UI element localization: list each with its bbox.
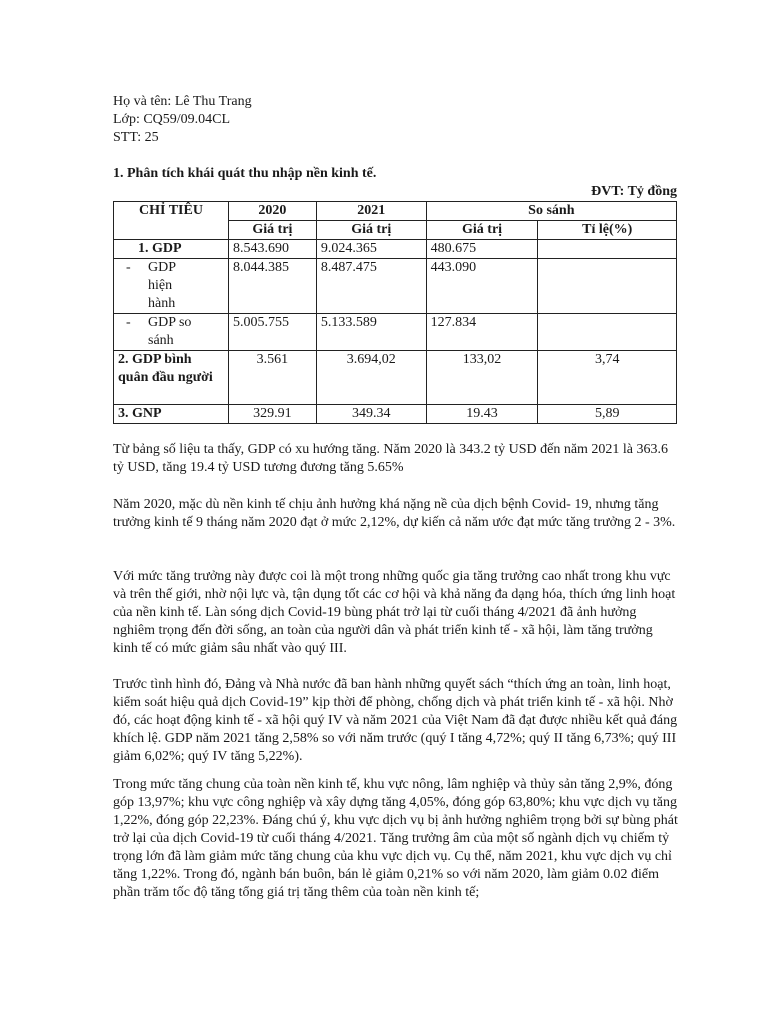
cell-2020: 5.005.755 <box>228 314 316 351</box>
cell-diff: 443.090 <box>426 259 538 314</box>
table-row <box>114 259 677 314</box>
cell-2021: 3.694,02 <box>316 351 426 405</box>
header-value-diff: Giá trị <box>426 221 538 240</box>
table-header-row <box>114 202 677 221</box>
section-title: 1. Phân tích khái quát thu nhập nền kinh tế. <box>113 166 377 181</box>
header-value-2021: Giá trị <box>316 221 426 240</box>
cell-diff: 133,02 <box>426 351 538 405</box>
row-dash: - <box>126 315 131 330</box>
row-label-cell <box>114 314 229 351</box>
cell-2020: 8.044.385 <box>228 259 316 314</box>
paragraph-2: Năm 2020, mặc dù nền kinh tế chịu ảnh hưởng khá nặng nề của dịch bệnh Covid- 19, nhưng tăng trưởng kinh tế 9 tháng năm 2020 đạt ở mức 2,12%, dự kiến cả năm ước đạt mức tăng trưởng 2 - 3%. <box>113 497 676 530</box>
cell-2020: 3.561 <box>228 351 316 405</box>
income-table <box>113 201 677 424</box>
student-name: Họ và tên: Lê Thu Trang <box>113 94 252 109</box>
unit-label: ĐVT: Tỷ đồng <box>591 184 677 199</box>
header-compare: So sánh <box>426 202 676 221</box>
cell-ratio <box>538 314 677 351</box>
cell-2020: 8.543.690 <box>228 240 316 259</box>
cell-2021: 8.487.475 <box>316 259 426 314</box>
header-indicator: CHỈ TIÊU <box>114 202 229 240</box>
row-label: GDP hiện hành <box>148 260 176 311</box>
paragraph-5: Trong mức tăng chung của toàn nền kinh tế, khu vực nông, lâm nghiệp và thủy sản tăng 2,9%, đóng góp 13,97%; khu vực công nghiệp và xây dựng tăng 4,05%, đóng góp 63,80%; khu vực dịch vụ tăng 1,22%, đóng góp 22,23%. Đáng chú ý, khu vực dịch vụ bị ảnh hưởng nghiêm trọng bởi sự bùng phát trở lại của dịch Covid-19 từ cuối tháng 4/2021. Tăng trưởng âm của một số ngành dịch vụ chiếm tỷ trọng lớn đã làm giảm mức tăng chung của khu vực dịch vụ. Cụ thể, năm 2021, khu vực dịch vụ chỉ tăng 1,22%. Trong đó, ngành bán buôn, bán lẻ giảm 0,21% so với năm 2020, làm giảm 0.02 điểm phần trăm tốc độ tăng tổng giá trị tăng thêm của toàn nền kinh tế; <box>113 777 678 900</box>
cell-diff: 19.43 <box>426 405 538 424</box>
row-label: 1. GDP <box>114 240 229 259</box>
cell-2021: 9.024.365 <box>316 240 426 259</box>
paragraph-1: Từ bảng số liệu ta thấy, GDP có xu hướng tăng. Năm 2020 là 343.2 tỷ USD đến năm 2021 là 363.6 tỷ USD, tăng 19.4 tỷ USD tương đương tăng 5.65% <box>113 442 669 475</box>
row-label: 2. GDP bình quân đầu người <box>114 351 229 405</box>
cell-diff: 480.675 <box>426 240 538 259</box>
student-class: Lớp: CQ59/09.04CL <box>113 112 231 127</box>
cell-2021: 5.133.589 <box>316 314 426 351</box>
cell-ratio <box>538 240 677 259</box>
table-row <box>114 314 677 351</box>
row-label: GDP so sánh <box>148 315 192 348</box>
cell-diff: 127.834 <box>426 314 538 351</box>
cell-ratio <box>538 259 677 314</box>
header-2021: 2021 <box>316 202 426 221</box>
header-2020: 2020 <box>228 202 316 221</box>
row-label: 3. GNP <box>114 405 229 424</box>
student-number: STT: 25 <box>113 130 159 145</box>
paragraph-4: Trước tình hình đó, Đảng và Nhà nước đã ban hành những quyết sách “thích ứng an toàn, linh hoạt, kiểm soát hiệu quả dịch Covid-19” kịp thời để phòng, chống dịch và phát triển kinh tế - xã hội. Nhờ đó, các hoạt động kinh tế - xã hội quý IV và năm 2021 của Việt Nam đã đạt được nhiều kết quả đáng khích lệ. GDP năm 2021 tăng 2,58% so với năm trước (quý I tăng 4,72%; quý II tăng 6,73%; quý III giảm 6,02%; quý IV tăng 5,22%). <box>113 677 678 764</box>
table-row <box>114 405 677 424</box>
cell-ratio: 3,74 <box>538 351 677 405</box>
cell-2020: 329.91 <box>228 405 316 424</box>
paragraph-3: Với mức tăng trưởng này được coi là một trong những quốc gia tăng trưởng cao nhất trong khu vực và trên thế giới, nhờ nội lực và, tận dụng tốt các cơ hội và khả năng đa dạng hóa, thích ứng linh hoạt của nền kinh tế. Làn sóng dịch Covid-19 bùng phát trở lại từ cuối tháng 4/2021 đã ảnh hưởng nghiêm trọng đến đời sống, an toàn của người dân và phát triển kinh tế - xã hội, làm tăng trưởng kinh tế có mức giảm sâu nhất vào quý III. <box>113 569 676 656</box>
row-dash: - <box>126 260 131 275</box>
table-row <box>114 240 677 259</box>
cell-2021: 349.34 <box>316 405 426 424</box>
header-ratio: Tỉ lệ(%) <box>538 221 677 240</box>
cell-ratio: 5,89 <box>538 405 677 424</box>
header-value-2020: Giá trị <box>228 221 316 240</box>
table-row <box>114 351 677 405</box>
row-label-cell <box>114 259 229 314</box>
student-info <box>113 93 252 147</box>
